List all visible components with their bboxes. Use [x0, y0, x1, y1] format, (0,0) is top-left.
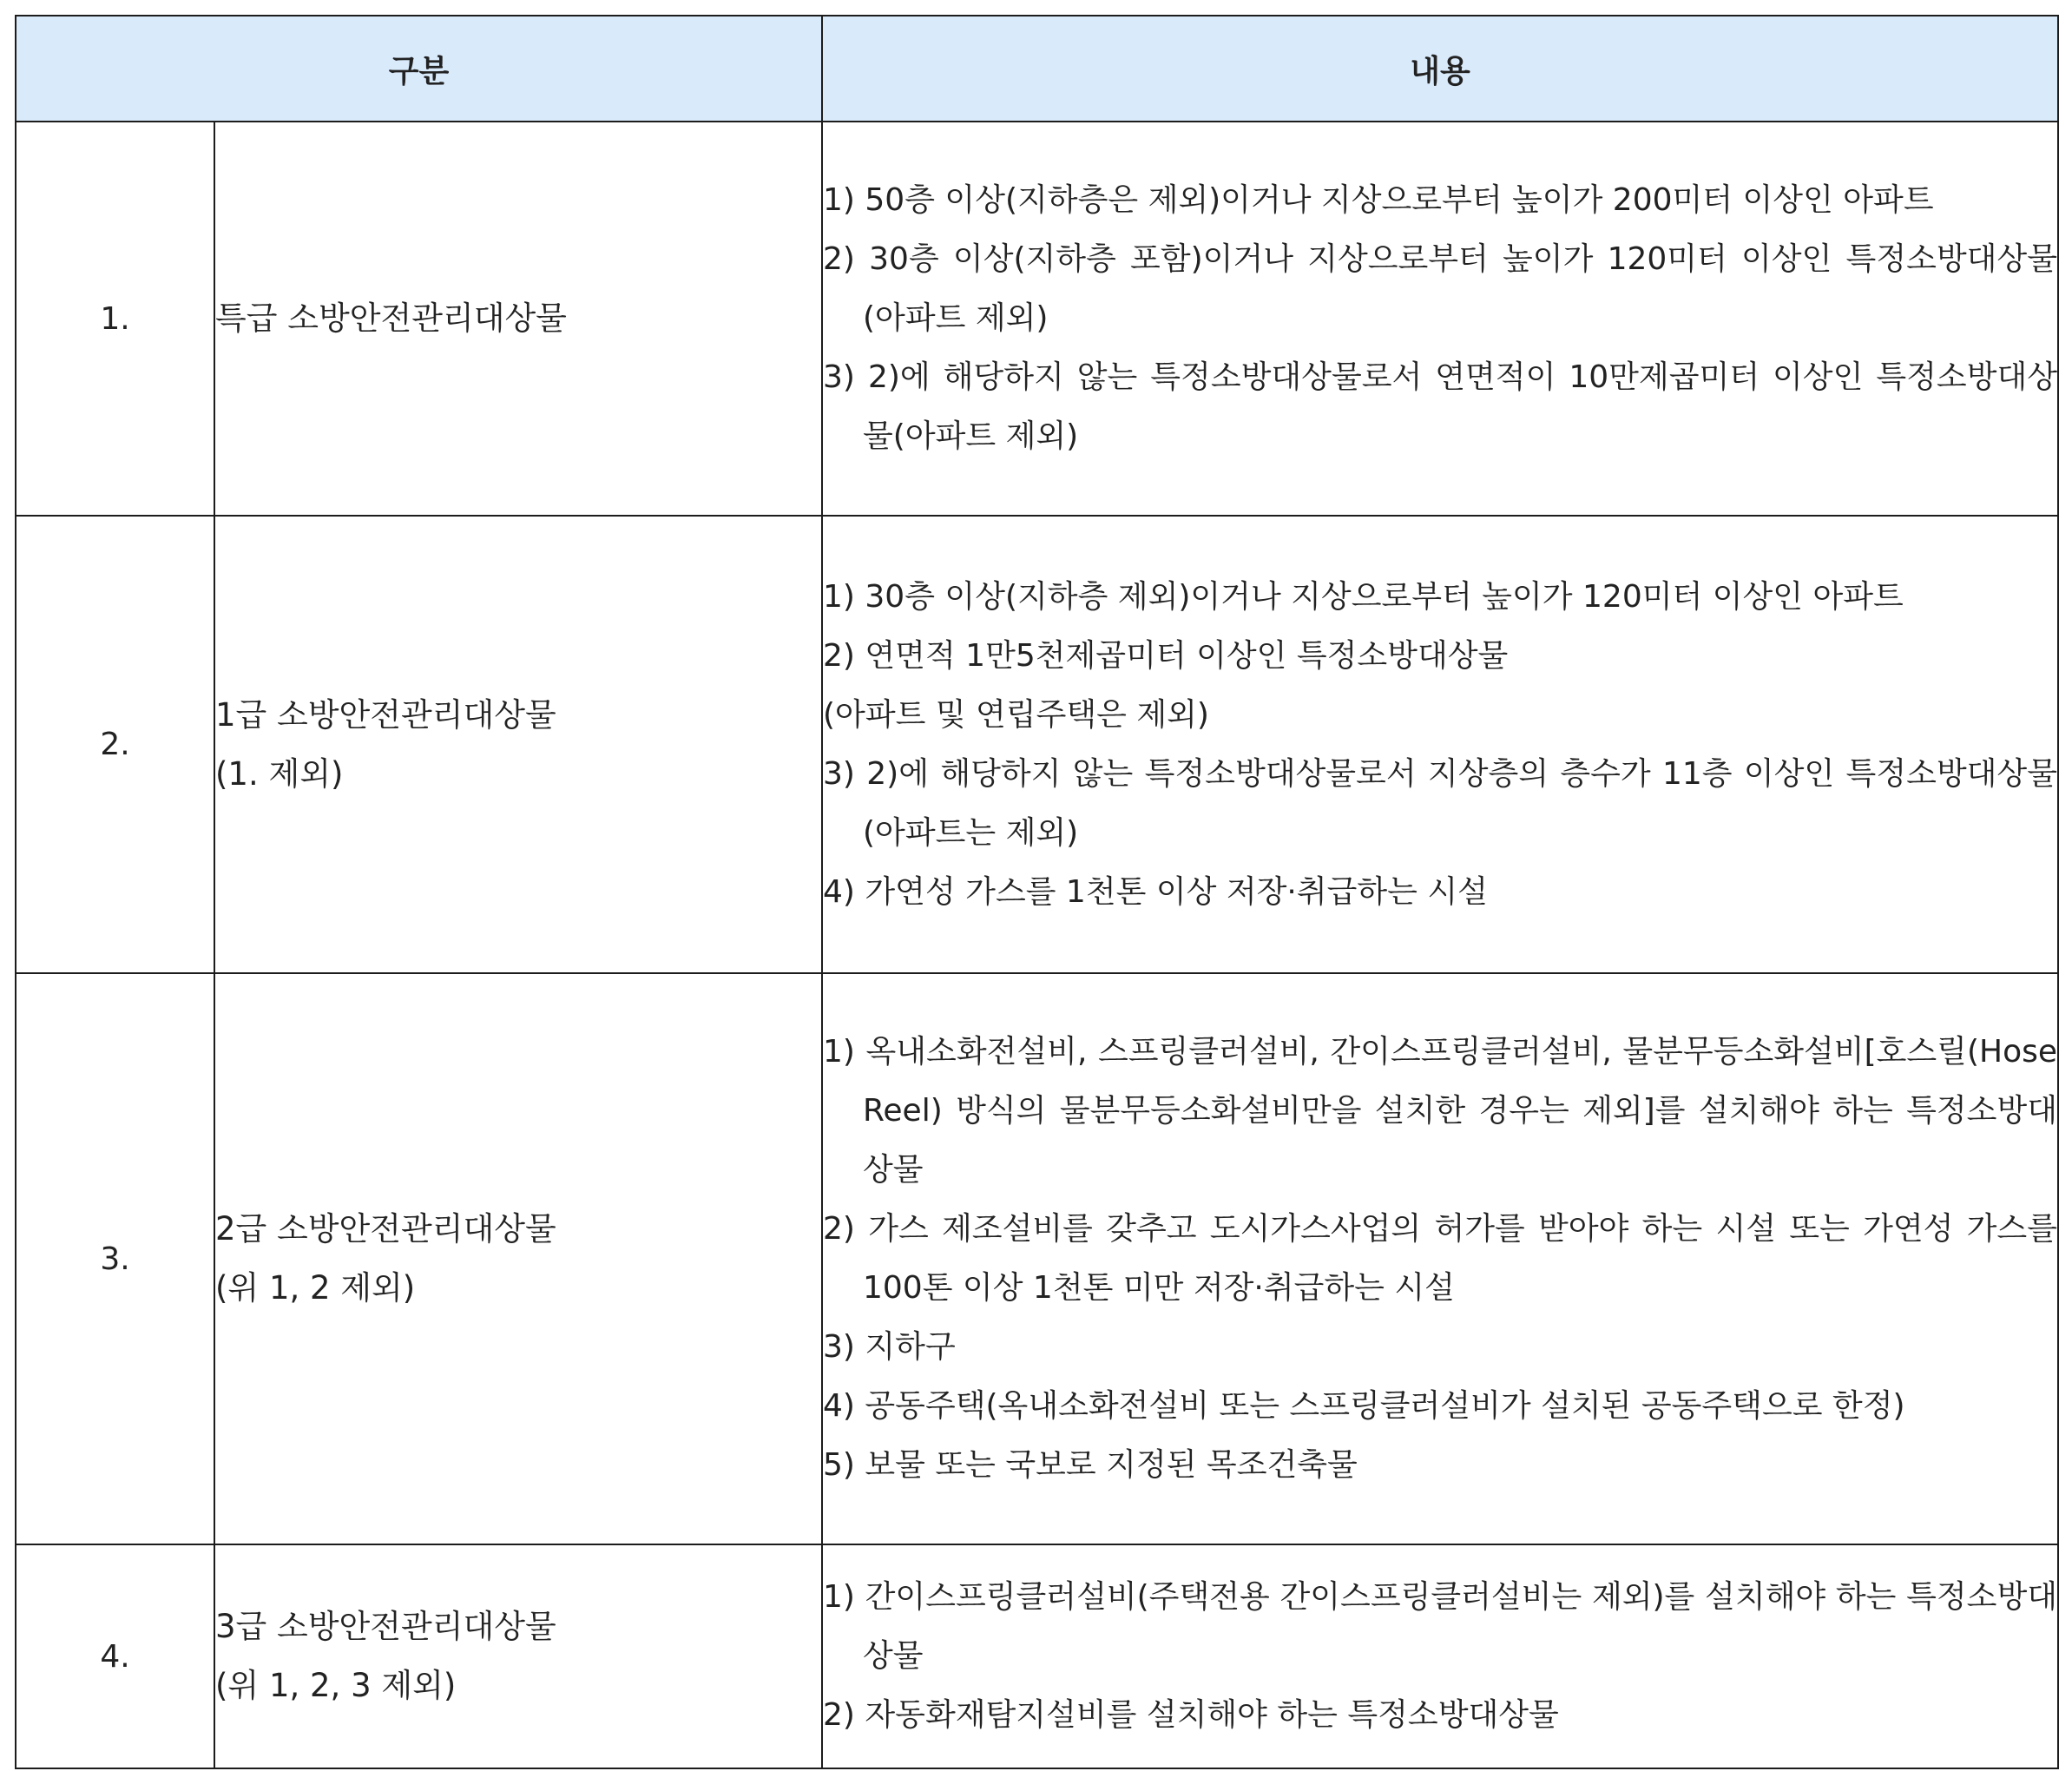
row-content — [822, 122, 2058, 516]
row-category — [214, 973, 822, 1544]
row-number: 1. — [16, 122, 214, 516]
content-item: 2) 가스 제조설비를 갖추고 도시가스사업의 허가를 받아야 하는 시설 또는 가연성 가스를 100톤 이상 1천톤 미만 저장·취급하는 시설 — [823, 1211, 2057, 1306]
header-content: 내용 — [822, 16, 2058, 122]
content-item: 1) 간이스프링클러설비(주택전용 간이스프링클러설비는 제외)를 설치해야 하는 특정소방대상물 — [823, 1579, 2057, 1674]
content-item: 3) 2)에 해당하지 않는 특정소방대상물로서 지상층의 층수가 11층 이상인 특정소방대상물(아파트는 제외) — [823, 755, 2057, 851]
row-category — [214, 122, 822, 516]
content-item: 3) 2)에 해당하지 않는 특정소방대상물로서 연면적이 10만제곱미터 이상인 특정소방대상물(아파트 제외) — [823, 359, 2057, 454]
content-item: 5) 보물 또는 국보로 지정된 목조건축물 — [823, 1447, 1358, 1483]
row-category — [214, 516, 822, 973]
row-number: 2. — [16, 516, 214, 973]
table-row — [16, 122, 2058, 516]
category-line: 1급 소방안전관리대상물 — [215, 695, 556, 734]
content-item-note: (아파트 및 연립주택은 제외) — [823, 696, 1209, 733]
table-header-row — [16, 16, 2058, 122]
category-line: 2급 소방안전관리대상물 — [215, 1210, 556, 1248]
row-content — [822, 973, 2058, 1544]
row-category — [214, 1544, 822, 1768]
content-item: 2) 연면적 1만5천제곱미터 이상인 특정소방대상물 — [823, 637, 1509, 674]
table-row — [16, 1544, 2058, 1768]
category-line: 특급 소방안전관리대상물 — [215, 300, 567, 337]
category-note: (위 1, 2, 3 제외) — [215, 1667, 457, 1704]
content-item: 4) 가연성 가스를 1천톤 이상 저장·취급하는 시설 — [823, 873, 1488, 910]
category-note: (1. 제외) — [215, 754, 344, 793]
header-category: 구분 — [16, 16, 822, 122]
row-number: 3. — [16, 973, 214, 1544]
category-line: 3급 소방안전관리대상물 — [215, 1608, 556, 1645]
content-item: 4) 공동주택(옥내소화전설비 또는 스프링클러설비가 설치된 공동주택으로 한정) — [823, 1388, 1905, 1424]
row-number: 4. — [16, 1544, 214, 1768]
table-row — [16, 516, 2058, 973]
content-item: 2) 30층 이상(지하층 포함)이거나 지상으로부터 높이가 120미터 이상인 특정소방대상물(아파트 제외) — [823, 241, 2057, 336]
row-content — [822, 516, 2058, 973]
content-item: 1) 옥내소화전설비, 스프링클러설비, 간이스프링클러설비, 물분무등소화설비[호스릴(Hose Reel) 방식의 물분무등소화설비만을 설치한 경우는 제외]를 설치해야 하는 특정소방대상물 — [823, 1034, 2057, 1188]
content-item: 1) 30층 이상(지하층 제외)이거나 지상으로부터 높이가 120미터 이상인 아파트 — [823, 578, 1904, 615]
fire-safety-classification-table — [15, 15, 2059, 1769]
content-item: 3) 지하구 — [823, 1329, 956, 1365]
content-item: 1) 50층 이상(지하층은 제외)이거나 지상으로부터 높이가 200미터 이상인 아파트 — [823, 182, 1934, 218]
category-note: (위 1, 2 제외) — [215, 1269, 416, 1307]
content-item: 2) 자동화재탐지설비를 설치해야 하는 특정소방대상물 — [823, 1697, 1559, 1733]
row-content — [822, 1544, 2058, 1768]
table-row — [16, 973, 2058, 1544]
